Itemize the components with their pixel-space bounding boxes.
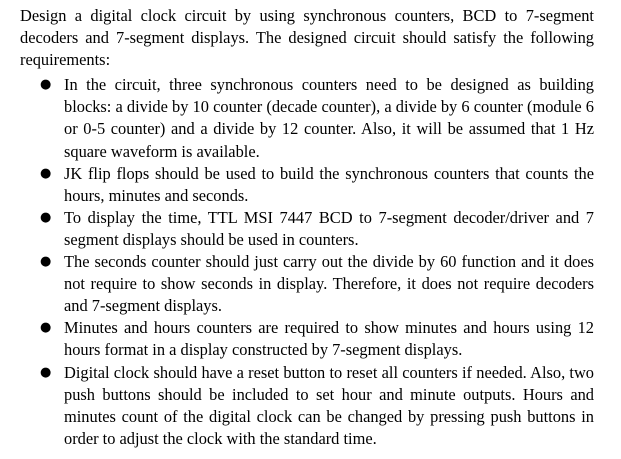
bullet-icon: ●	[40, 320, 52, 336]
bullet-icon: ●	[40, 77, 52, 93]
requirement-item	[40, 163, 594, 207]
bullet-icon: ●	[40, 209, 52, 225]
requirement-item	[40, 74, 594, 162]
intro-paragraph: Design a digital clock circuit by using synchronous counters, BCD to 7-segment decoders and 7-segment displays. The designed circuit should satisfy the following requirements:	[20, 6, 594, 70]
requirement-item	[40, 317, 594, 361]
requirements-list	[20, 74, 594, 450]
bullet-icon: ●	[40, 254, 52, 270]
requirement-text: The seconds counter should just carry out the divide by 60 function and it does not require to show seconds in display. Therefore, it does not require decoders and 7-segment displays.	[64, 252, 594, 316]
requirement-text: Digital clock should have a reset button to reset all counters if needed. Also, two push buttons should be included to set hour and minute outputs. Hours and minutes count of the digital clock can be changed by pressing push buttons in order to adjust the clock with the standard time.	[64, 362, 594, 448]
bullet-icon: ●	[40, 364, 52, 380]
requirement-text: In the circuit, three synchronous counters need to be designed as building blocks: a divide by 10 counter (decade counter), a divide by 6 counter (module 6 or 0-5 counter) and a divide by 12 counter. Also, it will be assumed that 1 Hz square waveform is available.	[64, 75, 594, 161]
requirement-text: Minutes and hours counters are required to show minutes and hours using 12 hours format in a display constructed by 7-segment displays.	[64, 318, 594, 360]
requirement-item	[40, 251, 594, 317]
requirement-text: To display the time, TTL MSI 7447 BCD to 7-segment decoder/driver and 7 segment displays should be used in counters.	[64, 207, 594, 249]
bullet-icon: ●	[40, 165, 52, 181]
requirement-text: JK flip flops should be used to build the synchronous counters that counts the hours, minutes and seconds.	[64, 163, 594, 205]
requirement-item	[40, 207, 594, 251]
requirement-item	[40, 362, 594, 450]
